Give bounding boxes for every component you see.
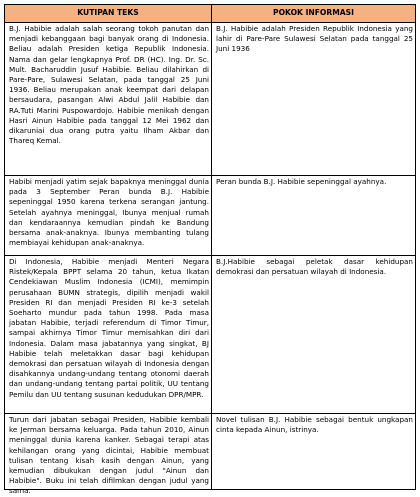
info-cell: Novel tulisan B.J. Habibie sebagai bentuk ungkapan cinta kepada Ainun, istrinya. (216, 415, 413, 435)
quote-cell: Turun dari jabatan sebagai Presiden, Habibie kembali ke Jerman bersama keluarga. Pada tahun 2010, Ainun meninggal dunia karena kanker. Sebagai terapi atas kehilangan orang yang dicintai, Habibie membuat tulisan tentang kisah kasih dengan Ainun, yang kemudian dibukukan dengan judul "Ainun dan Habibie". Buku ini telah difilmkan dengan judul yang sama. (5, 414, 212, 489)
header-quote-column: KUTIPAN TEKS (5, 5, 212, 22)
quote-cell: Habibi menjadi yatim sejak bapaknya meninggal dunia pada 3 September Peran bunda B.J. Habibie sepeninggal 1950 karena terkena serangan jantung. Setelah ayahnya meninggal, Ibunya menjual rumah dan kendaraannya kemudian pindah ke Bandung bersama anak-anaknya. Ibunya membanting tulang membiayai kehidupan anak-anaknya. (5, 176, 212, 255)
table-row (5, 22, 415, 175)
info-cell: B.J. Habibie adalah Presiden Republik Indonesia yang lahir di Pare-Pare Sulawesi Selatan pada tanggal 25 Juni 1936 (216, 24, 413, 54)
header-info-column: POKOK INFORMASI (212, 5, 415, 22)
table-row (5, 255, 415, 413)
quote-cell: Di Indonesia, Habibie menjadi Menteri Negara Ristek/Kepala BPPT selama 20 tahun, ketua Ikatan Cendekiawan Muslim Indonesia (ICMI), memimpin perusahaan BUMN strategis, dipilih menjadi wakil Presiden RI dan menjadi Presiden RI ke-3 setelah Soeharto mundur pada tahun 1998. Pada masa jabatan Habibie, terjadi referendum di Timor Timur, sampai akhirnya Timor Timur memisahkan diri dari Indonesia. Dalam masa jabatannya yang singkat, BJ Habibie telah meletakkan dasar bagi kehidupan demokrasi dan persatuan wilayah di Indonesia dengan disahkannya undang-undang tentang otonomi daerah dan undang-undang tentang partai politik, UU tentang Pemilu dan UU tentang susunan kedudukan DPR/MPR. (5, 256, 212, 413)
table-header-row (5, 5, 415, 22)
table-row (5, 413, 415, 496)
information-table (4, 4, 416, 496)
info-cell: Peran bunda B.J. Habibie sepeninggal ayahnya. (216, 177, 387, 186)
info-cell: B.J.Habibie sebagai peletak dasar kehidupan demokrasi dan persatuan wilayah di Indonesia. (216, 257, 413, 277)
quote-cell: B.J. Habibie adalah salah seorang tokoh panutan dan menjadi kebanggaan bagi banyak orang di Indonesia. Beliau adalah Presiden ketiga Republik Indonesia. Nama dan gelar lengkapnya Prof. DR (HC). Ing. Dr. Sc. Mult. Bacharuddin Jusuf Habibie. Beliau dilahirkan di Pare-Pare, Sulawesi Selatan, pada tanggal 25 Juni 1936. Beliau merupakan anak keempat dari delapan bersaudara, pasangan Alwi Abdul Jalil Habibie dan RA.Tuti Marini Puspowardojo. Habibie menikah dengan Hasri Ainun Habibie pada tanggal 12 Mei 1962 dan dikaruniai dua orang putra yaitu Ilham Akbar dan Thareq Kemal. (5, 23, 212, 175)
table-row (5, 175, 415, 255)
